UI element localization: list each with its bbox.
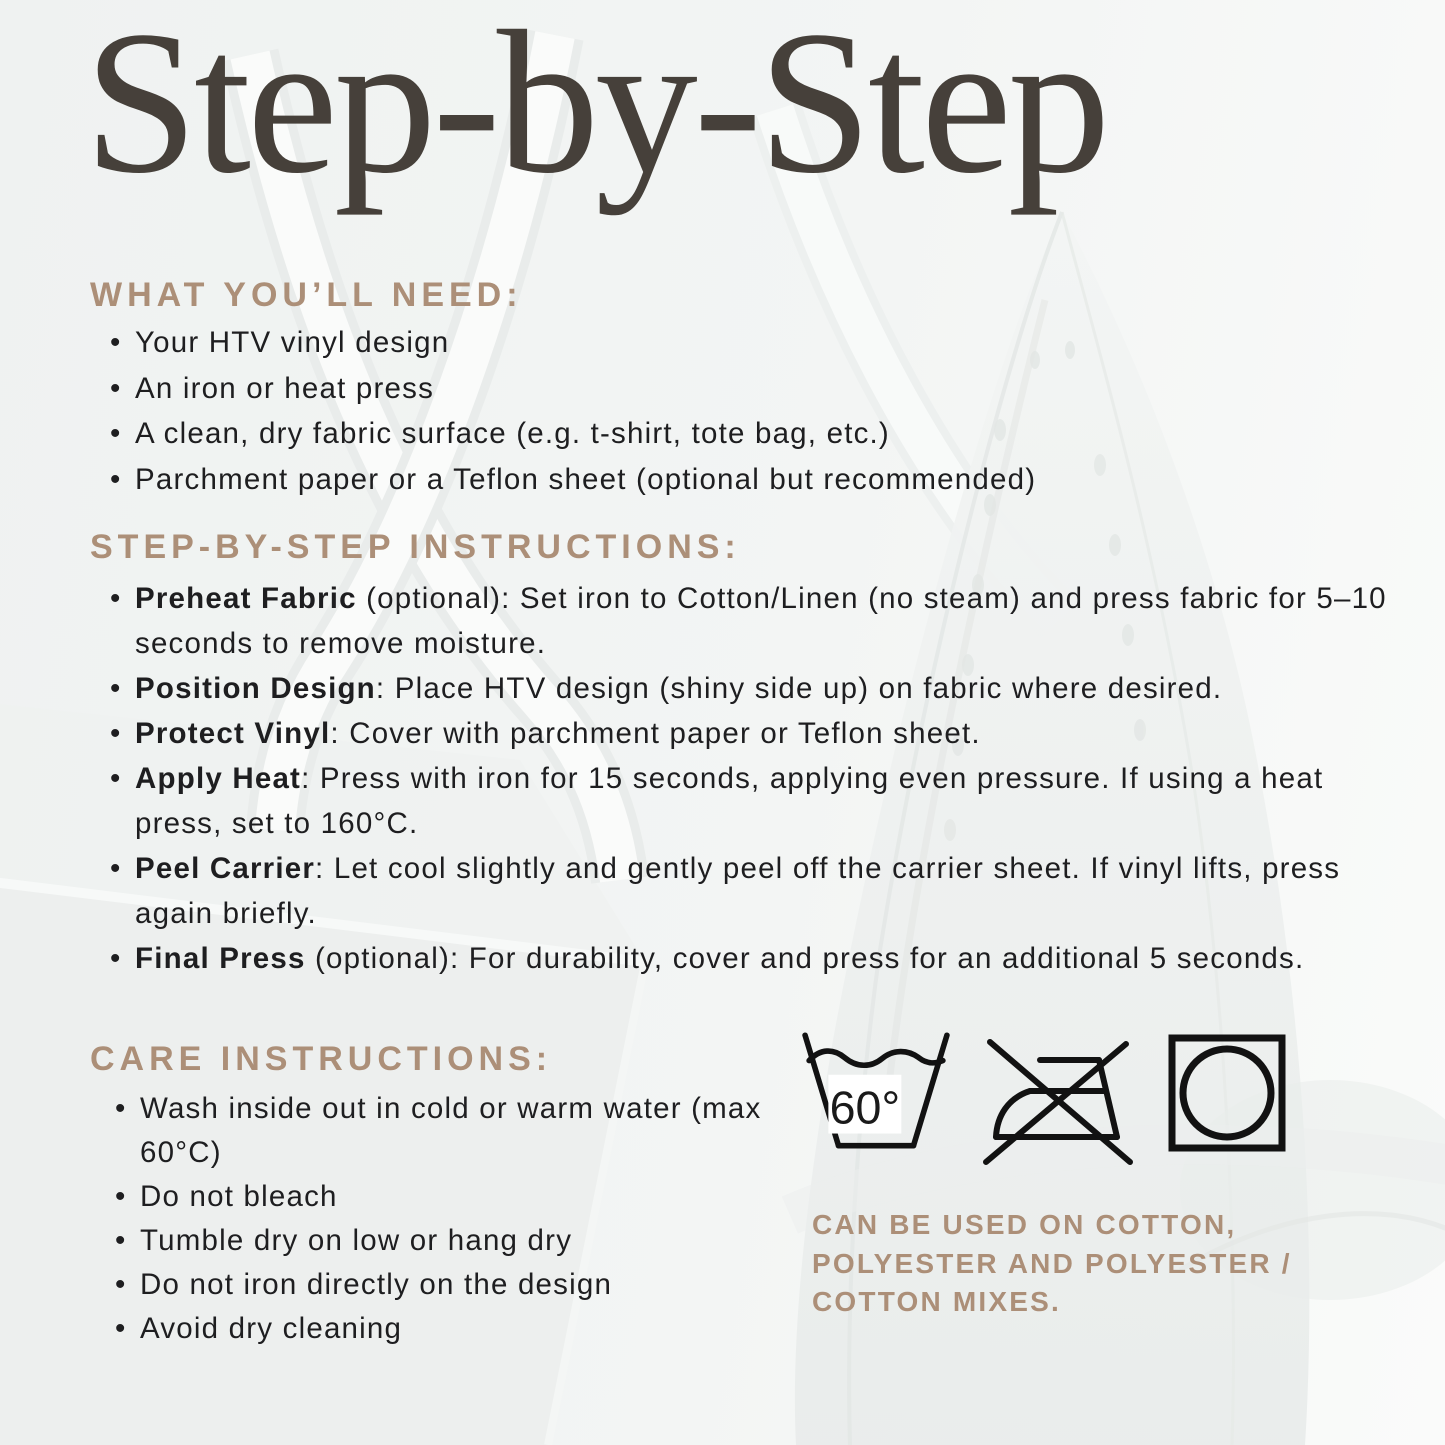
list-item: • Do not bleach bbox=[115, 1175, 765, 1219]
steps-list bbox=[110, 576, 1415, 981]
tumble-dry-icon bbox=[1164, 1030, 1290, 1156]
list-item: • Parchment paper or a Teflon sheet (optional but recommended) bbox=[110, 457, 1320, 503]
step-text: (optional): Set iron to Cotton/Linen (no steam) and press fabric for 5–10 seconds to remove moisture. bbox=[135, 582, 1387, 660]
list-item bbox=[110, 711, 1415, 756]
do-not-iron-icon bbox=[978, 1030, 1138, 1168]
list-item: • Wash inside out in cold or warm water (max 60°C) bbox=[115, 1087, 765, 1175]
step-text: : Place HTV design (shiny side up) on fabric where desired. bbox=[375, 672, 1223, 705]
fabric-compatibility-note: CAN BE USED ON COTTON, POLYESTER AND POLYESTER / COTTON MIXES. bbox=[812, 1209, 1292, 1317]
step-lead: Protect Vinyl bbox=[135, 717, 331, 750]
step-lead: Apply Heat bbox=[135, 762, 302, 795]
wash-temp-label: 60° bbox=[829, 1081, 901, 1134]
need-list bbox=[110, 320, 1320, 502]
list-item: • An iron or heat press bbox=[110, 366, 1320, 412]
list-item bbox=[110, 576, 1415, 666]
step-lead: Position Design bbox=[135, 672, 376, 705]
list-item: • Your HTV vinyl design bbox=[110, 320, 1320, 366]
list-item bbox=[110, 936, 1415, 981]
list-item: • Do not iron directly on the design bbox=[115, 1263, 765, 1307]
care-symbols-row bbox=[800, 1030, 1290, 1168]
steps-section-heading: STEP-BY-STEP INSTRUCTIONS: bbox=[90, 528, 741, 566]
list-item: • Avoid dry cleaning bbox=[115, 1307, 765, 1351]
step-text: : Let cool slightly and gently peel off the carrier sheet. If vinyl lifts, press again briefly. bbox=[135, 852, 1341, 930]
step-lead: Peel Carrier bbox=[135, 852, 316, 885]
page-title: Step-by-Step bbox=[84, 0, 1107, 216]
step-lead: Final Press bbox=[135, 942, 306, 975]
step-lead: Preheat Fabric bbox=[135, 582, 357, 615]
step-text: : Press with iron for 15 seconds, applying even pressure. If using a heat press, set to 160°C. bbox=[135, 762, 1324, 840]
list-item: • A clean, dry fabric surface (e.g. t-shirt, tote bag, etc.) bbox=[110, 411, 1320, 457]
list-item bbox=[110, 756, 1415, 846]
wash-60-icon bbox=[800, 1030, 952, 1156]
care-section-heading: CARE INSTRUCTIONS: bbox=[90, 1040, 553, 1078]
care-list bbox=[115, 1087, 765, 1351]
need-section-heading: WHAT YOU’LL NEED: bbox=[90, 276, 523, 314]
list-item bbox=[110, 666, 1415, 711]
step-text: : Cover with parchment paper or Teflon sheet. bbox=[330, 717, 981, 750]
step-text: (optional): For durability, cover and press for an additional 5 seconds. bbox=[305, 942, 1305, 975]
list-item: • Tumble dry on low or hang dry bbox=[115, 1219, 765, 1263]
list-item bbox=[110, 846, 1415, 936]
